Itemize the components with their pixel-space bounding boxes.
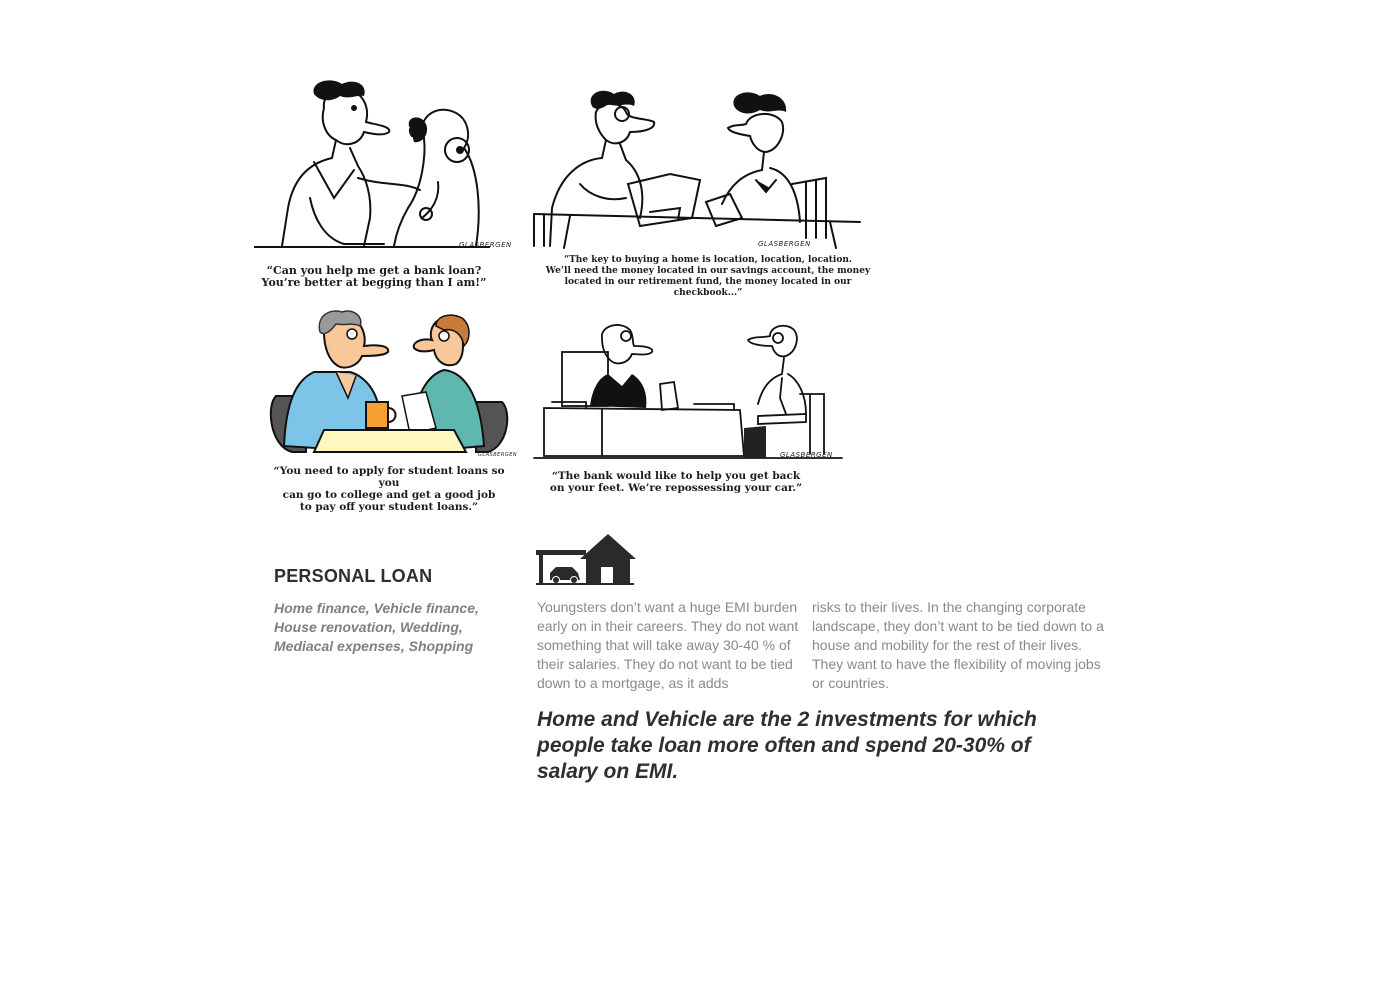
cartoon-signature: GLASBERGEN <box>459 241 512 249</box>
house-with-carport-icon <box>536 533 636 585</box>
cartoon-caption: “The key to buying a home is location, location, location. We’ll need the money located in our savings account, the money located in our retirement fund, the money located in our checkbook...” <box>545 255 871 298</box>
cartoon-home-location-drawing <box>530 88 886 248</box>
cartoon-home-location <box>530 88 886 298</box>
cartoon-caption: “The bank would like to help you get back on your feet. We’re repossessing your car.” <box>549 470 803 494</box>
cartoon-caption: “Can you help me get a bank loan? You’re better at begging than I am!” <box>261 264 487 289</box>
cartoon-repossessing-car-drawing <box>530 318 846 463</box>
list-item: House renovation, Wedding, <box>274 619 463 635</box>
cartoon-signature: GLASBERGEN <box>478 452 518 458</box>
cartoon-dog-loan-drawing <box>254 78 494 253</box>
cartoon-caption: “You need to apply for student loans so you can go to college and get a good job to pay off your student loans.” <box>273 465 505 513</box>
cartoon-repossessing-car <box>530 318 846 498</box>
list-item: Mediacal expenses, Shopping <box>274 638 474 654</box>
section-title: PERSONAL LOAN <box>274 566 433 586</box>
cartoon-dog-loan <box>254 78 512 298</box>
body-text-column-2: risks to their lives. In the changing corporate landscape, they don’t want to be tied down to a house and mobility for the rest of their lives. They want to have the flexibility of moving jobs or countries. <box>812 599 1104 691</box>
cartoon-signature: GLASBERGEN <box>780 451 833 459</box>
body-text-column-1: Youngsters don’t want a huge EMI burden early on in their careers. They do not want something that will take away 30-40 % of their salaries. They do not want to be tied down to a mortgage, as it adds <box>537 599 799 691</box>
cartoon-signature: GLASBERGEN <box>758 240 811 248</box>
cartoon-student-loans-drawing <box>266 306 512 462</box>
list-item: Home finance, Vehicle finance, <box>274 600 479 616</box>
cartoon-student-loans <box>266 306 518 513</box>
highlight-statement: Home and Vehicle are the 2 investments for which people take loan more often and spend 20-30% of salary on EMI. <box>537 708 1037 783</box>
loan-purpose-list <box>274 599 479 656</box>
